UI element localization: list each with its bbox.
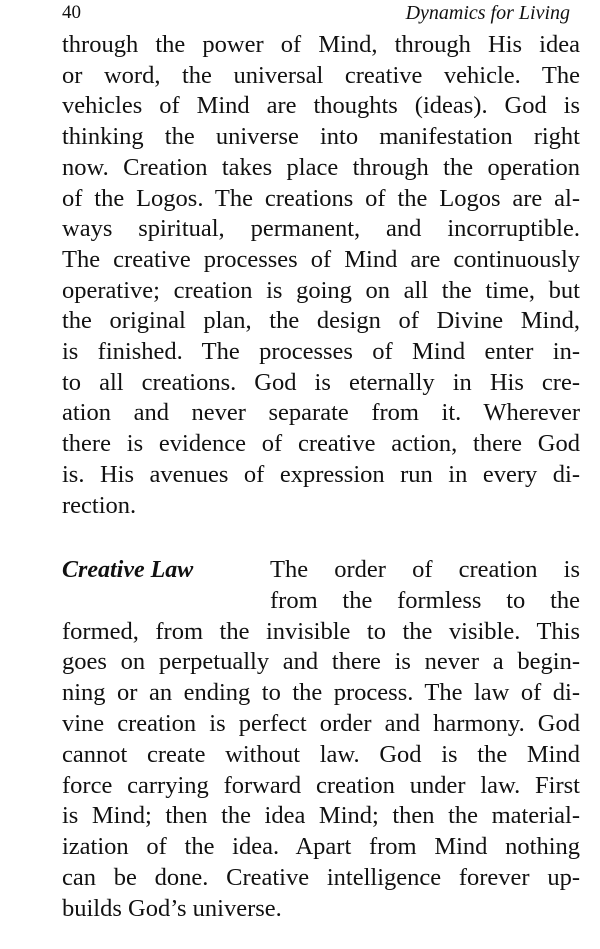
text-line: vehicles of Mind are thoughts (ideas). God is — [62, 92, 580, 120]
text-line: rection. — [62, 491, 137, 519]
running-title: Dynamics for Living — [405, 2, 570, 24]
text-line: can be done. Creative intelligence forever up- — [62, 864, 580, 891]
text-line: The creative processes of Mind are continuously — [62, 245, 580, 273]
text-line: ation and never separate from it. Wherever — [62, 399, 580, 427]
text-line: goes on perpetually and there is never a begin- — [62, 648, 580, 676]
text-line: the original plan, the design of Divine Mind, — [62, 307, 580, 335]
text-line: formed, from the invisible to the visible. This — [62, 617, 580, 645]
text-line: there is evidence of creative action, there God — [62, 430, 580, 458]
text-line: ways spiritual, permanent, and incorruptible. — [62, 215, 580, 243]
text-line: now. Creation takes place through the operation — [62, 153, 580, 181]
text-line: of the Logos. The creations of the Logos are al- — [62, 184, 580, 212]
text-line: builds God’s universe. — [62, 894, 282, 922]
text-line: through the power of Mind, through His idea — [62, 31, 580, 58]
text-line: vine creation is perfect order and harmony. God — [62, 710, 580, 737]
text-line: or word, the universal creative vehicle. The — [62, 61, 580, 89]
page-number: 40 — [62, 2, 81, 23]
section-heading: Creative Law — [62, 557, 194, 583]
text-line: is. His avenues of expression run in every di- — [62, 460, 580, 488]
text-line: The order of creation is — [270, 556, 580, 583]
text-line: operative; creation is going on all the time, but — [62, 276, 580, 304]
text-line: ning or an ending to the process. The law of di- — [62, 679, 580, 707]
text-line: is finished. The processes of Mind enter in- — [62, 338, 580, 365]
text-line: to all creations. God is eternally in His cre- — [62, 368, 580, 396]
text-line: cannot create without law. God is the Mind — [62, 740, 580, 768]
text-line: ization of the idea. Apart from Mind nothing — [62, 833, 580, 861]
text-line: force carrying forward creation under law. First — [62, 771, 580, 799]
text-line: is Mind; then the idea Mind; then the material- — [62, 802, 580, 830]
text-line: from the formless to the — [270, 586, 580, 614]
text-line: thinking the universe into manifestation right — [62, 123, 580, 151]
